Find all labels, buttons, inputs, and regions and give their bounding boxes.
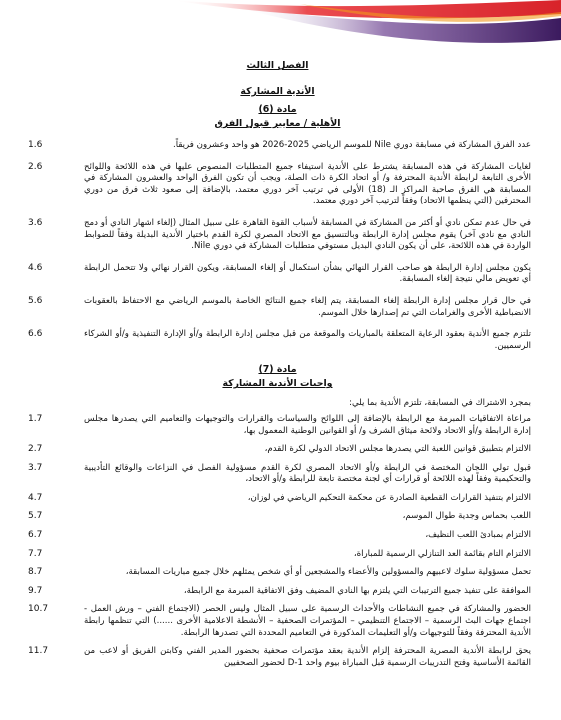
clause-row <box>24 414 531 437</box>
clause-number: 1.6 <box>28 140 43 150</box>
clause-number: 10.7 <box>28 604 49 615</box>
clause-number: 4.7 <box>28 492 43 503</box>
clause-row <box>24 263 531 286</box>
clause-row <box>24 567 531 579</box>
clause-number: 7.7 <box>28 548 43 559</box>
clause-text: الالتزام بتطبيق قوانين اللعبة التي يصدرها مجلس الاتحاد الدولي لكرة القدم، <box>264 444 531 455</box>
clause-number: 9.7 <box>28 585 43 596</box>
clause-number: 3.6 <box>28 217 43 228</box>
clause-text: الموافقة على تنفيذ جميع الترتيبات التي يلتزم بها النادي المضيف وفق الاتفاقية المبرمة مع الرابطة، <box>183 585 531 596</box>
clause-row <box>24 586 531 598</box>
chapter-title: الفصل الثالث <box>246 60 309 71</box>
article-6-title: مادة (6) <box>258 104 297 115</box>
clause-row <box>24 463 531 486</box>
clause-number: 3.7 <box>28 462 43 473</box>
clause-row <box>24 162 531 208</box>
clause-row <box>24 646 531 669</box>
clause-row <box>24 296 531 319</box>
clause-row <box>24 530 531 542</box>
article-7-subtitle: واجبات الأندية المشاركة <box>222 378 333 390</box>
clause-text: عدد الفرق المشاركة في مسابقة دوري Nile للموسم الرياضي 2025-2026 هو واحد وعشرون فريقاً. <box>172 140 531 150</box>
clause-number: 5.7 <box>28 511 43 522</box>
document-body <box>0 60 561 669</box>
article-7-clauses <box>24 414 531 670</box>
clause-text: في حال قرار مجلس إدارة الرابطة إلغاء المسابقة، يتم إلغاء جميع النتائج الخاصة بالموسم الرياضي مع الاحتفاظ بالعقوبات الانضباطية الأخرى والغرامات التي تم إصدارها خلال الموسم. <box>84 295 531 318</box>
clause-row <box>24 218 531 253</box>
clause-number: 8.7 <box>28 567 43 578</box>
clause-text: يكون مجلس إدارة الرابطة هو صاحب القرار النهائي بشأن استكمال أو إلغاء المسابقة، ويكون القرار نهائي ولا تتحمل الرابطة أي تعويض مالي نتيجة إلغاء المسابقة. <box>84 262 531 285</box>
clause-row <box>24 329 531 352</box>
clause-row <box>24 549 531 561</box>
clause-number: 1.7 <box>28 413 43 424</box>
clause-text: الالتزام بمبادئ اللعب النظيف، <box>425 530 531 541</box>
header-swoosh-red <box>170 0 561 18</box>
header-band <box>0 0 561 52</box>
clause-text: تحمل مسؤولية سلوك لاعبيهم والمسؤولين والأعضاء والمشجعين أو أي شخص يمثلهم خلال جميع مباريات المسابقة، <box>125 567 531 578</box>
clause-row <box>24 604 531 639</box>
section-title: الأندية المشاركة <box>240 86 315 97</box>
clause-text: الالتزام التام بقائمة العد التنازلي الرسمية للمباراة، <box>353 548 531 559</box>
clause-row <box>24 140 531 152</box>
clause-number: 2.6 <box>28 161 43 172</box>
clause-text: اللعب بحماس وجدية طوال الموسم، <box>402 511 531 522</box>
header-decoration <box>0 0 561 52</box>
clause-number: 11.7 <box>28 646 49 657</box>
clause-row <box>24 493 531 505</box>
clause-number: 6.7 <box>28 530 43 541</box>
article-7-intro: بمجرد الاشتراك في المسابقة، تلتزم الأندية بما يلي: <box>349 398 531 409</box>
clause-text: يحق لرابطة الأندية المصرية المحترفة إلزام الأندية بعقد مؤتمرات صحفية بحضور المدير الفني وكابتن الفريق أو لاعب من القائمة الأساسية وفتح التدريبات الرسمية قبل المباراة بيوم واحد D-1 لحضور الصحفيين <box>84 646 531 668</box>
clause-text: في حال عدم تمكن نادي أو أكثر من المشاركة في المسابقة لأسباب القوة القاهرة على سبيل المثال (إلغاء اشهار النادي أو دمج النادي مع نادي آخر) يقوم مجلس إدارة الرابطة وبالتنسيق مع الاتحاد المصري لكرة القدم باختيار الأندية البديلة وفقاً للضوابط الواردة في هذه اللائحة، على أن يكون النادي البديل مستوفي متطلبات المشاركة في دوري Nile. <box>84 217 531 252</box>
article-7-title: مادة (7) <box>258 364 297 376</box>
clause-text: الحضور والمشاركة في جميع النشاطات والأحداث الرسمية على سبيل المثال وليس الحصر (الاجتماع الفني – ورش العمل - اجتماع جهات البث الرسمية – الاجتماع التنظيمي – المؤتمرات الصحفية – الأنشطة الاعلامية الأخرى ......) التي تنظمها رابطة الأندية المحترفة وفقاً للتوجيهات و/أو التعليمات المذكورة في التعاميم المحددة التي تصدرها الرابطة. <box>84 604 531 638</box>
clause-row <box>24 444 531 456</box>
clause-text: قبول تولي اللجان المختصة في الرابطة و/أو الاتحاد المصري لكرة القدم مسؤولية الفصل في النزاعات والوقائع التأديبية والتحكيمية وفقاً لهذه اللائحة أو قرارات أي لجنة مختصة تابعة للرابطة و/أو الاتحاد، <box>84 462 531 485</box>
clause-text: تلتزم جميع الأندية بعقود الرعاية المتعلقة بالمباريات والموقعة من قبل مجلس إدارة الرابطة و/أو الإدارة التنفيذية و/أو الشركاء الرسميين. <box>84 329 531 351</box>
clause-text: الالتزام بتنفيذ القرارات القطعية الصادرة عن محكمة التحكيم الرياضي في لوزان، <box>247 492 531 503</box>
article-6-clauses <box>24 140 531 352</box>
clause-number: 2.7 <box>28 444 43 455</box>
clause-row <box>24 511 531 523</box>
clause-number: 6.6 <box>28 329 43 340</box>
clause-text: مراعاة الاتفاقيات المبرمة مع الرابطة بالإضافة إلى اللوائح والسياسات والقرارات والتوجيهات والتعاميم التي يصدرها مجلس إدارة الرابطة و/أو الاتحاد ولائحة ميثاق الشرف و/ أو القوانين الوطنية المعمول بها، <box>84 413 531 436</box>
clause-number: 5.6 <box>28 295 43 306</box>
clause-text: لغايات المشاركة في هذه المسابقة يشترط على الأندية استيفاء جميع المتطلبات المنصوص عليها في هذه اللائحة واللوائح الأخرى التابعة لرابطة الأندية المحترفة و/ أو اتحاد الكرة ذات الصلة، ويجب أن تكون الفرق الواحد والعشرون المشاركة في المسابقة هي الفرق صاحبة المراكز الـ (18) الأولى في ترتيب آخر دوري معتمد، بالإضافة إلى صعود ثلاث فرق من دوري المحترفين (التي ينظمها الاتحاد) وفقاً لترتيب آخر دوري معتمد. <box>84 161 531 207</box>
article-6-subtitle: الأهلية / معايير قبول الفرق <box>214 118 341 129</box>
clause-number: 4.6 <box>28 262 43 273</box>
